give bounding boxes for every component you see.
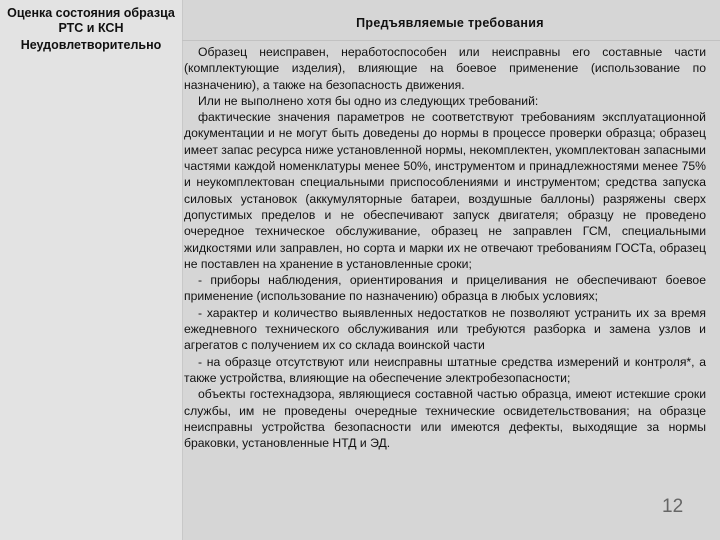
paragraph: объекты гостехнадзора, являющиеся составной частью образца, имеют истекшие сроки службы, им не проведены очередные технические освидетельствования; на образце неисправны устройства безопасности или имеются дефекты, выходящие за нормы браковки, установленные НТД и ЭД. <box>184 387 706 451</box>
paragraph: - на образце отсутствуют или неисправны штатные средства измерений и контроля*, а также устройства, влияющие на обеспечение электробезопасности; <box>184 354 706 385</box>
status-value: Неудовлетворительно <box>20 38 162 52</box>
paragraph: Образец неисправен, неработоспособен или неисправны его составные части (комплектующие изделия), влияющие на боевое применение (использование по назначению), а также на безопасность движения. <box>184 45 706 92</box>
page-number: 12 <box>662 496 684 517</box>
left-header <box>0 6 182 53</box>
paragraph: - приборы наблюдения, ориентирования и прицеливания не обеспечивают боевое применение (использование по назначению) образца в любых условиях; <box>184 273 706 304</box>
paragraph: Или не выполнено хотя бы одно из следующих требований: <box>198 93 539 108</box>
paragraph: фактические значения параметров не соответствуют требованиям эксплуатационной документации и не могут быть доведены до нормы в процессе проверки образца; образец имеет запас ресурса ниже установленной нормы, некомплектен, укомплектован запасными частями каждой номенклатуры менее 50%, инструментом и принадлежностями менее 75% и неукомплектован специальными приспособлениями и инструментом; средства запуска силовых установок (аккумуляторные батареи, воздушные баллоны) разряжены сверх допустимых пределов и не обеспечивают запуск двигателя; образцу не проведено очередное техническое обслуживание, образец не заправлен ГСМ, специальными жидкостями или заправлен, но сорта и марки их не отвечают требованиям ГОСТа, образец не поставлен на хранение в установленные сроки; <box>184 110 706 271</box>
header-divider <box>182 40 720 41</box>
requirements-text <box>184 44 706 451</box>
left-column <box>0 0 183 540</box>
paragraph: - характер и количество выявленных недостатков не позволяют устранить их за время ежедневного технического обслуживания или требуются разборка и замена узлов и агрегатов с получением их со склада воинской части <box>184 305 706 353</box>
right-header-title: Предъявляемые требования <box>356 16 544 30</box>
left-header-title: Оценка состояния образца РТС и КСН <box>7 6 175 35</box>
